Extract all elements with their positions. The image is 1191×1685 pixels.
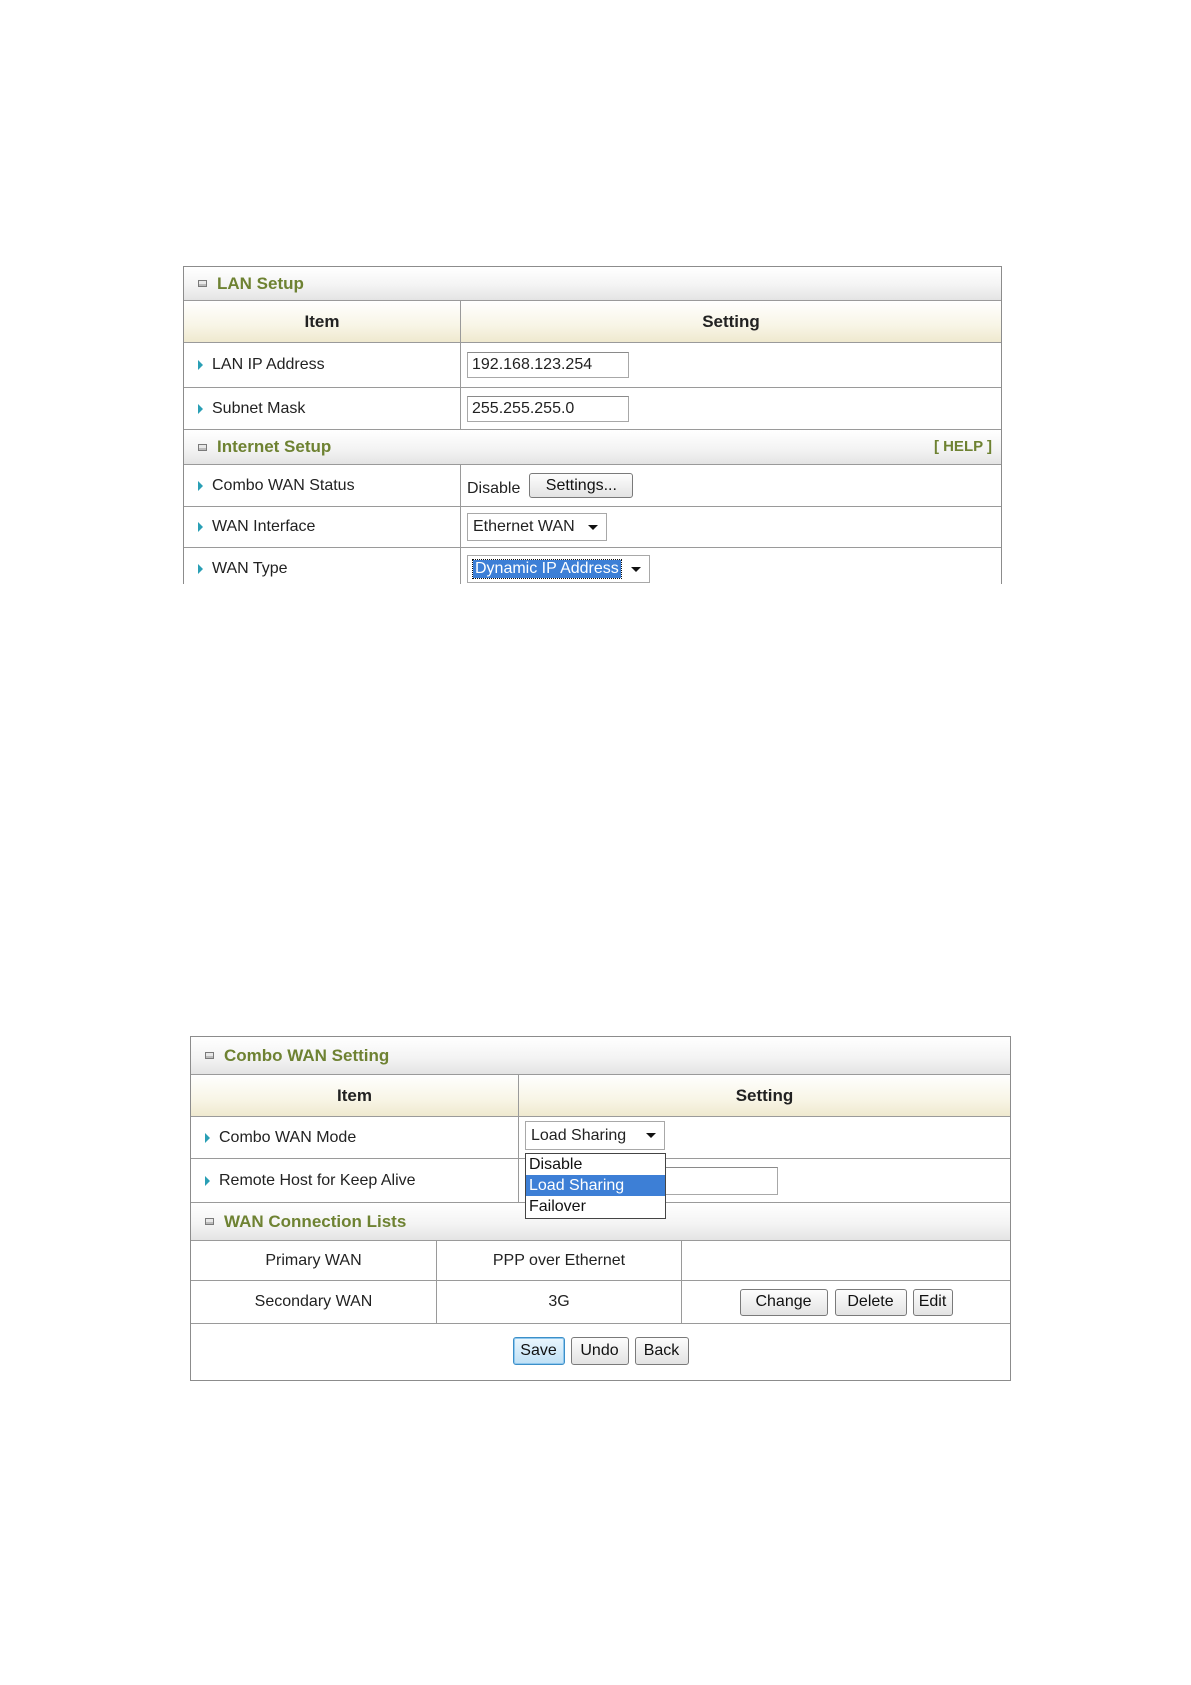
- primary-wan-actions: [682, 1241, 1010, 1280]
- combo-wan-status-row: [184, 465, 1001, 507]
- setting-column-header: Setting: [735, 1085, 794, 1105]
- secondary-wan-actions: [682, 1281, 1010, 1323]
- lan-ip-label: LAN IP Address: [212, 356, 325, 373]
- wan-type-select[interactable]: [467, 555, 650, 583]
- secondary-wan-type: 3G: [437, 1281, 682, 1323]
- arrow-right-icon: [205, 1133, 210, 1143]
- delete-button[interactable]: Delete: [835, 1289, 907, 1316]
- lan-ip-label-cell: [184, 343, 461, 387]
- edit-button[interactable]: Edit: [913, 1289, 953, 1316]
- dropdown-option-failover[interactable]: Failover: [529, 1198, 586, 1215]
- section-collapse-icon: [198, 280, 207, 287]
- lan-column-header: [184, 301, 1001, 343]
- combo-wan-status-value: Disable: [467, 479, 521, 497]
- lan-ip-input[interactable]: [467, 352, 629, 378]
- primary-wan-row: [191, 1241, 1010, 1281]
- secondary-wan-row: [191, 1281, 1010, 1324]
- wan-interface-value: Ethernet WAN: [473, 518, 575, 535]
- combo-wan-status-setting-cell: [461, 465, 1001, 506]
- wan-connection-lists-title: WAN Connection Lists: [224, 1211, 407, 1231]
- combo-wan-title: Combo WAN Setting: [224, 1045, 390, 1065]
- combo-wan-mode-label-cell: [191, 1117, 519, 1158]
- subnet-mask-input[interactable]: [467, 396, 629, 422]
- wan-type-value: Dynamic IP Address: [475, 560, 619, 577]
- primary-wan-name: Primary WAN: [191, 1241, 437, 1280]
- chevron-down-icon: [588, 525, 598, 530]
- lan-setup-header: [184, 267, 1001, 301]
- internet-setup-header: [184, 430, 1001, 465]
- subnet-mask-label-cell: [184, 388, 461, 429]
- lan-setup-title: LAN Setup: [217, 273, 304, 293]
- primary-wan-type: PPP over Ethernet: [437, 1241, 682, 1280]
- wan-type-label-cell: [184, 548, 461, 584]
- dropdown-option-load-sharing[interactable]: Load Sharing: [526, 1175, 665, 1196]
- combo-wan-mode-dropdown: [525, 1153, 666, 1219]
- arrow-right-icon: [198, 360, 203, 370]
- back-button[interactable]: Back: [635, 1337, 689, 1365]
- wan-type-setting-cell: [461, 548, 1001, 584]
- section-collapse-icon: [205, 1052, 214, 1059]
- chevron-down-icon: [646, 1133, 656, 1138]
- save-button[interactable]: Save: [513, 1337, 565, 1365]
- combo-wan-mode-value: Load Sharing: [531, 1126, 627, 1144]
- combo-wan-mode-select[interactable]: [525, 1121, 665, 1150]
- combo-wan-mode-setting-cell: [519, 1117, 1010, 1158]
- section-collapse-icon: [198, 444, 207, 451]
- change-button[interactable]: Change: [740, 1289, 828, 1316]
- combo-wan-status-label: Combo WAN Status: [212, 476, 355, 494]
- arrow-right-icon: [205, 1176, 210, 1186]
- lan-setup-panel: [183, 266, 1002, 584]
- arrow-right-icon: [198, 481, 203, 491]
- settings-button[interactable]: Settings...: [529, 473, 633, 498]
- lan-ip-row: [184, 343, 1001, 388]
- undo-button[interactable]: Undo: [571, 1337, 629, 1365]
- combo-wan-status-label-cell: [184, 465, 461, 506]
- internet-setup-title: Internet Setup: [217, 437, 332, 456]
- secondary-wan-name: Secondary WAN: [191, 1281, 437, 1323]
- wan-interface-row: [184, 507, 1001, 548]
- item-column-header: Item: [184, 301, 461, 342]
- setting-column-header: Setting: [702, 311, 760, 331]
- chevron-down-icon: [631, 567, 641, 572]
- arrow-right-icon: [198, 522, 203, 532]
- section-collapse-icon: [205, 1218, 214, 1225]
- keep-alive-label-cell: [191, 1159, 519, 1202]
- wan-type-row: [184, 548, 1001, 584]
- wan-interface-setting-cell: [461, 507, 1001, 547]
- combo-footer: [191, 1324, 1010, 1378]
- combo-column-header: [191, 1075, 1010, 1117]
- combo-wan-mode-label: Combo WAN Mode: [219, 1128, 357, 1146]
- keep-alive-label: Remote Host for Keep Alive: [219, 1171, 416, 1189]
- dropdown-option-disable[interactable]: Disable: [529, 1156, 583, 1173]
- wan-interface-select[interactable]: [467, 513, 607, 541]
- subnet-mask-setting-cell: [461, 388, 1001, 429]
- arrow-right-icon: [198, 404, 203, 414]
- wan-interface-label: WAN Interface: [212, 518, 316, 535]
- combo-wan-header: [191, 1037, 1010, 1075]
- help-link[interactable]: [ HELP ]: [933, 438, 992, 455]
- arrow-right-icon: [198, 564, 203, 574]
- subnet-mask-row: [184, 388, 1001, 430]
- item-column-header: Item: [191, 1075, 519, 1116]
- wan-interface-label-cell: [184, 507, 461, 547]
- lan-ip-setting-cell: [461, 343, 1001, 387]
- wan-type-label: WAN Type: [212, 560, 288, 577]
- subnet-mask-label: Subnet Mask: [212, 399, 306, 417]
